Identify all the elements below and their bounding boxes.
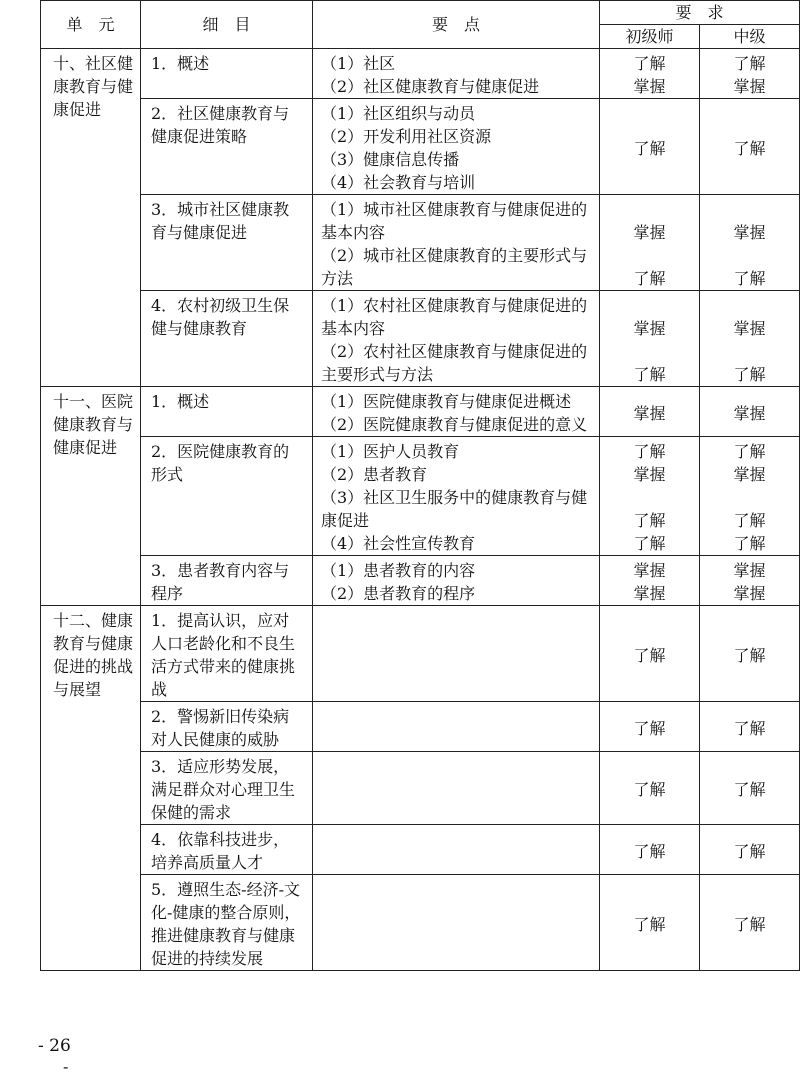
- junior-cell: 了解 掌握: [600, 49, 700, 99]
- item-cell: 1．概述: [141, 387, 313, 437]
- header-requirement: 要 求: [600, 1, 800, 25]
- junior-cell: 了解: [600, 875, 700, 971]
- middle-cell: 掌握 了解: [700, 291, 800, 387]
- header-middle: 中级: [700, 25, 800, 49]
- item-cell: 1．提高认识，应对人口老龄化和不良生活方式带来的健康挑战: [141, 606, 313, 702]
- points-cell: （1）农村社区健康教育与健康促进的基本内容 （2）农村社区健康教育与健康促进的主要形式与方法: [313, 291, 600, 387]
- table-row: [41, 556, 800, 606]
- points-cell: [313, 702, 600, 752]
- item-cell: 3．适应形势发展，满足群众对心理卫生保健的需求: [141, 752, 313, 825]
- item-cell: 2．医院健康教育的形式: [141, 437, 313, 556]
- junior-cell: 掌握 了解: [600, 291, 700, 387]
- points-cell: [313, 875, 600, 971]
- points-cell: （1）社区组织与动员 （2）开发利用社区资源 （3）健康信息传播 （4）社会教育与培训: [313, 99, 600, 195]
- page-footer-dash: -: [63, 1057, 69, 1076]
- table-row: [41, 387, 800, 437]
- points-cell: （1）医护人员教育 （2）患者教育 （3）社区卫生服务中的健康教育与健康促进 （4）社会性宣传教育: [313, 437, 600, 556]
- middle-cell: 了解: [700, 99, 800, 195]
- syllabus-table: [40, 0, 800, 971]
- unit-cell: 十一、医院健康教育与健康促进: [41, 387, 141, 606]
- header-unit: 单 元: [41, 1, 141, 49]
- middle-cell: 了解: [700, 752, 800, 825]
- junior-cell: 了解: [600, 606, 700, 702]
- table-row: [41, 875, 800, 971]
- table-row: [41, 825, 800, 875]
- junior-cell: 掌握: [600, 387, 700, 437]
- table-row: [41, 752, 800, 825]
- table-row: [41, 606, 800, 702]
- table-row: [41, 291, 800, 387]
- middle-cell: 了解: [700, 606, 800, 702]
- junior-cell: 了解: [600, 752, 700, 825]
- item-cell: 3．患者教育内容与程序: [141, 556, 313, 606]
- junior-cell: 了解: [600, 702, 700, 752]
- page-number: - 26: [38, 1036, 71, 1056]
- points-cell: （1）社区 （2）社区健康教育与健康促进: [313, 49, 600, 99]
- item-cell: 1．概述: [141, 49, 313, 99]
- header-junior: 初级师: [600, 25, 700, 49]
- points-cell: [313, 606, 600, 702]
- middle-cell: 了解: [700, 702, 800, 752]
- item-cell: 2．社区健康教育与健康促进策略: [141, 99, 313, 195]
- junior-cell: 了解 掌握 了解 了解: [600, 437, 700, 556]
- middle-cell: 掌握: [700, 387, 800, 437]
- item-cell: 3．城市社区健康教育与健康促进: [141, 195, 313, 291]
- table-row: [41, 702, 800, 752]
- junior-cell: 了解: [600, 825, 700, 875]
- junior-cell: 掌握 了解: [600, 195, 700, 291]
- item-cell: 5．遵照生态-经济-文化-健康的整合原则，推进健康教育与健康促进的持续发展: [141, 875, 313, 971]
- junior-cell: 掌握 掌握: [600, 556, 700, 606]
- points-cell: [313, 752, 600, 825]
- middle-cell: 了解 掌握: [700, 49, 800, 99]
- item-cell: 2．警惕新旧传染病对人民健康的威胁: [141, 702, 313, 752]
- points-cell: （1）城市社区健康教育与健康促进的基本内容 （2）城市社区健康教育的主要形式与方法: [313, 195, 600, 291]
- points-cell: （1）医院健康教育与健康促进概述 （2）医院健康教育与健康促进的意义: [313, 387, 600, 437]
- unit-cell: 十、社区健康教育与健康促进: [41, 49, 141, 387]
- table-row: [41, 437, 800, 556]
- header-point: 要 点: [313, 1, 600, 49]
- middle-cell: 掌握 了解: [700, 195, 800, 291]
- item-cell: 4．依靠科技进步，培养高质量人才: [141, 825, 313, 875]
- item-cell: 4．农村初级卫生保健与健康教育: [141, 291, 313, 387]
- table-row: [41, 195, 800, 291]
- points-cell: [313, 825, 600, 875]
- points-cell: （1）患者教育的内容 （2）患者教育的程序: [313, 556, 600, 606]
- middle-cell: 了解: [700, 825, 800, 875]
- table-row: [41, 99, 800, 195]
- middle-cell: 了解: [700, 875, 800, 971]
- unit-cell: 十二、健康教育与健康促进的挑战与展望: [41, 606, 141, 971]
- junior-cell: 了解: [600, 99, 700, 195]
- header-item: 细 目: [141, 1, 313, 49]
- table-row: [41, 49, 800, 99]
- middle-cell: 了解 掌握 了解 了解: [700, 437, 800, 556]
- middle-cell: 掌握 掌握: [700, 556, 800, 606]
